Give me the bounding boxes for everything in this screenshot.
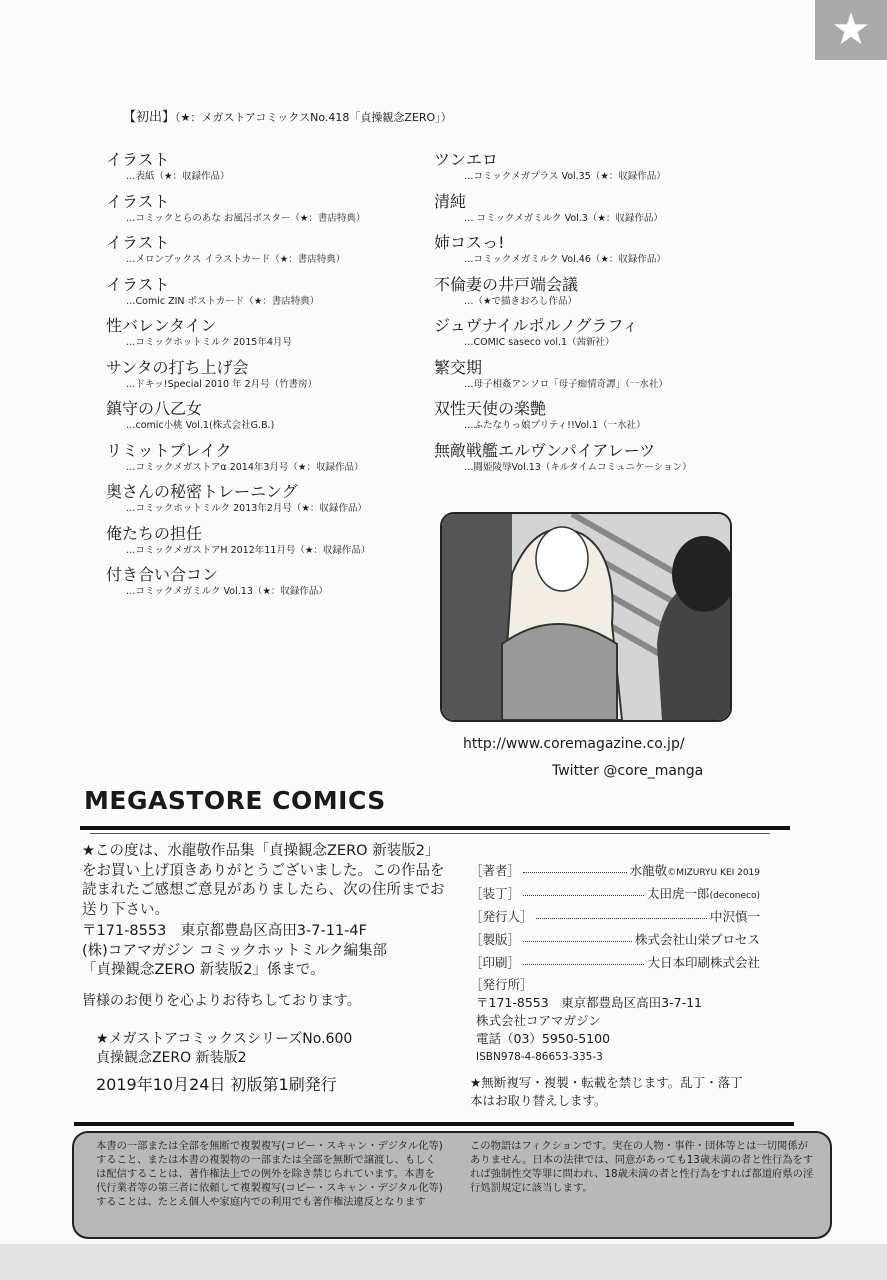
work-entry <box>106 150 230 184</box>
work-source: …メロンブックス イラストカード（★：書店特典） <box>126 254 346 265</box>
publisher-postal: 〒171-8553 東京都豊島区高田3-7-11 <box>476 995 703 1010</box>
work-entry <box>106 358 317 392</box>
credit-name: 大日本印刷株式会社 <box>647 954 760 970</box>
thanks-line: ★この度は、水龍敬作品集「貞操観念ZERO 新装版2」 <box>82 843 440 859</box>
series-number: ★メガストアコミックスシリーズNo.600 <box>96 1031 353 1047</box>
work-source: …コミックとらのあな お風呂ポスター（★：書店特典） <box>126 212 366 224</box>
page-bottom-band <box>0 1244 887 1280</box>
work-source: …表紙（★：収録作品） <box>126 171 230 182</box>
credit-name: 株式会社山栄プロセス <box>634 931 760 947</box>
divider <box>90 833 770 834</box>
credit-label: ［印刷］ <box>470 954 521 970</box>
credit-row <box>470 904 760 927</box>
work-title: 清純 <box>434 191 467 211</box>
work-title: イラスト <box>106 191 170 211</box>
copyright-notice: 本書の一部または全部を無断で複製複写(コピー・スキャン・デジタル化等)すること、または本書の複製物の一部または全部を無断で譲渡し、もしくは配信することは、著作権法上での例外を除き禁じられています。本書を代行業者等の第三者に依頼して複製複写(コピー・スキャン・デジタル化等)することは、たとえ個人や家庭内での利用でも著作権法違反となります <box>72 1131 450 1239</box>
work-entry <box>106 316 292 350</box>
credit-value <box>635 930 760 948</box>
work-title: 無敵戦艦エルヴンパイアレーツ <box>434 440 656 460</box>
dot-leader <box>523 895 644 896</box>
credit-label: ［装丁］ <box>470 885 521 901</box>
twitter-handle[interactable]: Twitter @core_manga <box>552 763 704 779</box>
work-source: …comic小桃 Vol.1(株式会社G.B.) <box>126 420 275 431</box>
address-line: (株)コアマガジン コミックホットミルク編集部 <box>82 942 387 959</box>
work-title: サンタの打ち上げ会 <box>106 357 249 377</box>
publisher-phone: 電話（03）5950-5100 <box>476 1031 611 1046</box>
work-entry <box>106 565 328 599</box>
work-entry <box>434 233 666 267</box>
credit-name: 水龍敬 <box>629 862 668 878</box>
work-source: …COMIC saseco vol.1（茜新社） <box>464 337 615 348</box>
thanks-line: 読まれたご感想ご意見がありましたら、次の住所までお <box>82 882 445 898</box>
work-source: …Comic ZIN ポストカード（★：書店特典） <box>126 295 320 307</box>
first-appearance-note: （★：メガストアコミックスNo.418「貞操観念ZERO」） <box>175 111 452 124</box>
work-title: ジュヴナイルポルノグラフィ <box>434 316 639 335</box>
work-title: イラスト <box>106 233 170 252</box>
work-source: …ふたなりっ娘プリティ!!Vol.1（一水社） <box>464 420 646 431</box>
work-title: リミットブレイク <box>106 440 232 460</box>
work-title: 鎮守の八乙女 <box>106 399 203 418</box>
work-entry <box>106 399 274 433</box>
work-title: イラスト <box>106 150 170 169</box>
series-info <box>96 1030 352 1068</box>
dot-leader <box>523 872 627 873</box>
credits-list <box>470 858 760 973</box>
fiction-notice: この物語はフィクションです。実在の人物・事件・団体等とは一切関係がありません。日本の法律では、同意があっても13歳未満の者と性行為をすれば強制性交等罪に問われ、18歳未満の者と性行為をすれば都道府県の淫行処罰規定に該当します。 <box>450 1131 832 1239</box>
work-source: … コミックメガミルク Vol.3（★：収録作品） <box>464 212 663 224</box>
work-source: …闘姫陵辱Vol.13（キルタイムコミュニケーション） <box>464 461 692 473</box>
work-entry <box>434 316 638 350</box>
work-entry <box>106 233 345 267</box>
work-source: …コミックメガプラス Vol.35（★：収録作品） <box>464 171 666 182</box>
work-title: 付き合い合コン <box>106 565 219 584</box>
credit-value <box>710 907 760 925</box>
credit-extra: (deconeco) <box>709 890 760 901</box>
credit-value <box>647 884 760 902</box>
credit-label: ［著者］ <box>470 862 521 878</box>
work-source: …母子相姦アンソロ「母子痴情奇譚」（一水社） <box>464 378 668 390</box>
work-entry <box>434 275 578 309</box>
illustration <box>440 512 732 722</box>
credit-row <box>470 858 760 881</box>
work-entry <box>106 482 367 516</box>
dot-leader <box>536 918 707 919</box>
credit-name: 太田虎一郎 <box>647 885 710 901</box>
publisher-company: 株式会社コアマガジン <box>476 1013 601 1028</box>
work-source: …ドキッ!Special 2010 年 2月号（竹書房） <box>126 378 318 390</box>
star-icon: ★ <box>815 0 887 60</box>
first-appearance-label: 【初出】 <box>123 110 176 125</box>
thanks-message <box>82 842 445 920</box>
work-entry <box>434 192 663 226</box>
work-title: 性バレンタイン <box>106 316 217 335</box>
publisher-label: ［発行所］ <box>470 977 533 992</box>
work-title: 繁交期 <box>434 357 483 377</box>
publisher-info <box>470 976 702 1048</box>
work-entry <box>434 399 646 433</box>
credit-name: 中沢慎一 <box>709 908 760 924</box>
work-entry <box>434 150 666 184</box>
credit-row <box>470 881 760 904</box>
work-source: …（★で描きおろし作品） <box>464 295 578 307</box>
work-title: 奥さんの秘密トレーニング <box>106 482 298 501</box>
address-line: 「貞操観念ZERO 新装版2」係まで。 <box>82 962 325 978</box>
first-appearance-heading <box>123 106 452 125</box>
address-line: 〒171-8553 東京都豊島区高田3-7-11-4F <box>82 923 367 939</box>
divider <box>80 826 790 830</box>
thanks-line: 送り下さい。 <box>82 901 169 918</box>
notice-line: ★無断複写・複製・転載を禁じます。乱丁・落丁 <box>470 1075 743 1090</box>
work-entry <box>106 192 365 226</box>
credit-value <box>630 861 760 879</box>
work-entry <box>434 441 692 475</box>
work-source: …コミックメガストアH 2012年11月号（★：収録作品） <box>126 544 371 556</box>
credit-label: ［製版］ <box>470 931 521 947</box>
work-entry <box>106 441 363 475</box>
work-entry <box>106 524 370 558</box>
dot-leader <box>523 941 632 942</box>
credit-value <box>647 953 760 971</box>
work-source: …コミックメガミルク Vol.46（★：収録作品） <box>464 254 666 265</box>
divider <box>74 1122 794 1126</box>
credit-row <box>470 927 760 950</box>
credit-label: ［発行人］ <box>470 908 533 924</box>
closing-message: 皆様のお便りを心よりお待ちしております。 <box>82 993 361 1009</box>
credit-extra: ©MIZURYU KEI 2019 <box>667 867 760 878</box>
brand-logo: MEGASTORE COMICS <box>84 786 386 815</box>
mail-address <box>82 922 387 981</box>
work-source: …コミックメガストアα 2014年3月号（★：収録作品） <box>126 461 364 473</box>
dot-leader <box>523 964 644 965</box>
work-entry <box>434 358 668 392</box>
work-title: 不倫妻の井戸端会議 <box>434 274 579 294</box>
work-source: …コミックホットミルク 2013年2月号（★：収録作品） <box>126 503 367 514</box>
work-title: 双性天使の楽艶 <box>434 399 547 418</box>
book-title: 貞操観念ZERO 新装版2 <box>96 1050 247 1066</box>
work-source: …コミックホットミルク 2015年4月号 <box>126 337 292 348</box>
work-title: イラスト <box>106 274 170 294</box>
no-reprint-notice <box>470 1074 743 1110</box>
credit-row <box>470 950 760 973</box>
work-title: 姉コスっ! <box>434 233 505 252</box>
work-title: ツンエロ <box>434 150 499 169</box>
thanks-line: をお買い上げ頂きありがとうございました。この作品を <box>82 862 445 879</box>
publication-date: 2019年10月24日 初版第1刷発行 <box>96 1075 337 1094</box>
isbn: ISBN978-4-86653-335-3 <box>476 1051 603 1063</box>
work-source: …コミックメガミルク Vol.13（★：収録作品） <box>126 586 328 597</box>
website-link[interactable]: http://www.coremagazine.co.jp/ <box>463 736 685 752</box>
work-entry <box>106 275 319 309</box>
notice-line: 本はお取り替えします。 <box>470 1093 607 1108</box>
work-title: 俺たちの担任 <box>106 523 203 543</box>
